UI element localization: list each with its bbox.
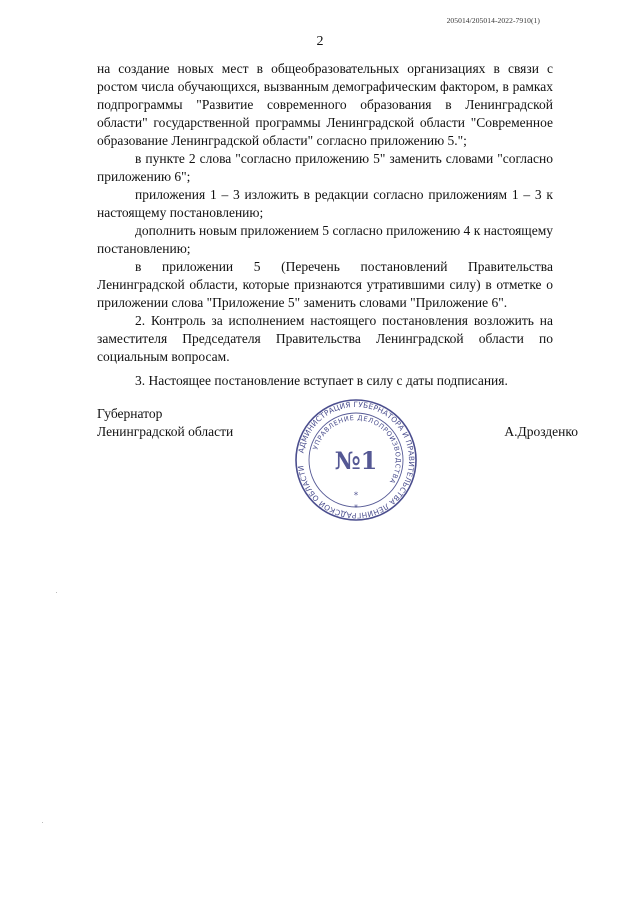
paragraph-continuation: на создание новых мест в общеобразовательных организациях в связи с ростом числа обучающихся, вызванным демографическим фактором, в рамках подпрограммы "Развитие современного образования в Ленинградской области" государственной программы Ленинградской области "Современное образование Ленинградской области" согласно приложению 5."; bbox=[97, 61, 553, 148]
stamp-star-icon: * bbox=[353, 491, 359, 501]
paragraph-effective: 3. Настоящее постановление вступает в силу с даты подписания. bbox=[135, 373, 508, 388]
signature-title bbox=[97, 405, 233, 441]
paragraph-new-appendix: дополнить новым приложением 5 согласно приложению 4 к настоящему постановлению; bbox=[97, 223, 553, 256]
signature-title-line2: Ленинградской области bbox=[97, 424, 234, 439]
scan-speck bbox=[42, 822, 43, 823]
stamp-outer-text: АДМИНИСТРАЦИЯ ГУБЕРНАТОРА И ПРАВИТЕЛЬСТВА ЛЕНИНГРАДСКОЙ ОБЛАСТИ bbox=[296, 399, 417, 521]
body-text bbox=[97, 60, 553, 390]
scan-speck bbox=[56, 592, 57, 593]
paragraph-appendix-5: в приложении 5 (Перечень постановлений Правительства Ленинградской области, которые признаются утратившими силу) в отметке о приложении слова "Приложение 5" заменить словами "Приложение 6". bbox=[97, 259, 553, 310]
paragraph-control: 2. Контроль за исполнением настоящего постановления возложить на заместителя Председателя Правительства Ленинградской области по социальным вопросам. bbox=[97, 313, 553, 364]
paragraph-point-2: в пункте 2 слова "согласно приложению 5" заменить словами "согласно приложению 6"; bbox=[97, 151, 553, 184]
stamp-star-icon: * bbox=[354, 503, 358, 512]
stamp-number: №1 bbox=[334, 446, 378, 475]
signature-title-line1: Губернатор bbox=[97, 406, 163, 421]
document-id: 205014/205014-2022-7910(1) bbox=[446, 16, 540, 25]
official-seal-stamp bbox=[294, 398, 418, 522]
paragraph-appendices: приложения 1 – 3 изложить в редакции согласно приложениям 1 – 3 к настоящему постановлению; bbox=[97, 187, 553, 220]
stamp-inner-text: УПРАВЛЕНИЕ ДЕЛОПРОИЗВОДСТВА bbox=[311, 413, 403, 486]
page-number: 2 bbox=[316, 34, 324, 49]
signature-name: А.Дрозденко bbox=[504, 424, 578, 439]
